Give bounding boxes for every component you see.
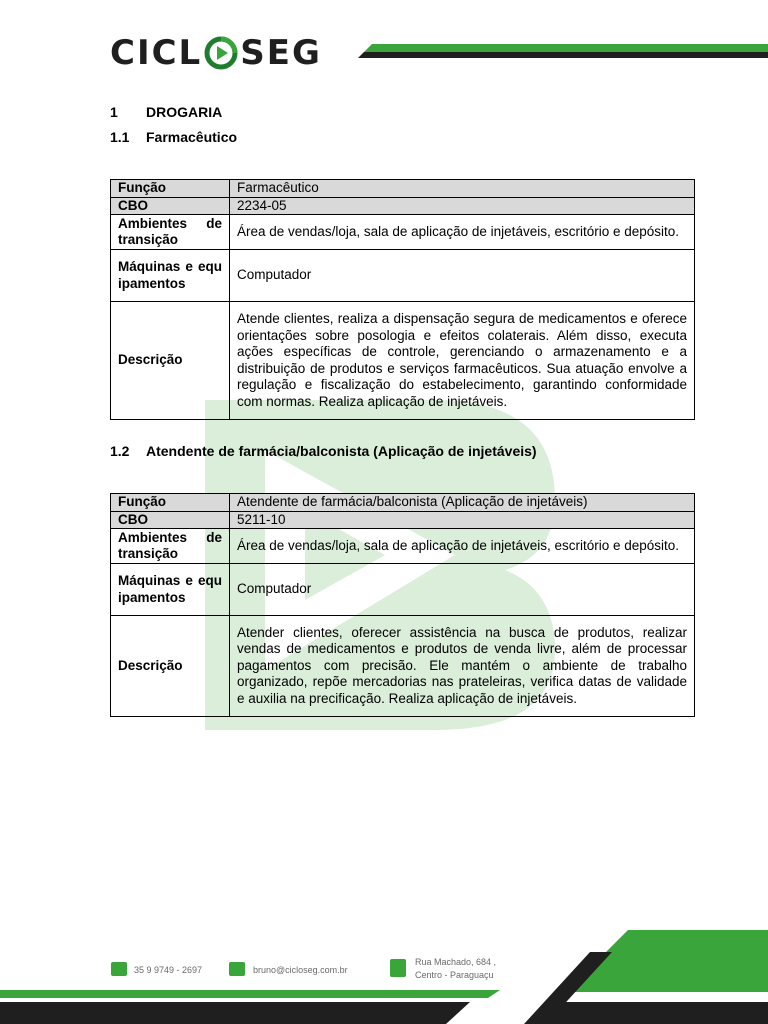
brand-text-right: SEG (240, 33, 322, 73)
row-label: Máquinas e equipamentos (111, 564, 230, 616)
row-label: Descrição (111, 302, 230, 420)
table-row (111, 215, 695, 250)
footer-address-line-2: Centro - Paraguaçu (415, 970, 494, 980)
row-value: 5211-10 (230, 511, 695, 529)
row-value: Computador (230, 250, 695, 302)
envelope-icon (229, 962, 245, 976)
subsection-heading (110, 128, 237, 146)
row-value: Atender clientes, oferecer assistência na busca de produtos, realizar vendas de medicamentos e produtos de venda livre, além de processar pagamentos com precisão. Ele mantém o ambiente de trabalho organizado, repõe mercadorias nas prateleiras, verifica datas de validade e auxilia na precificação. Realiza aplicação de injetáveis. (230, 616, 695, 717)
subsection-heading (110, 442, 537, 460)
row-label: Ambientes de transição (111, 529, 230, 564)
footer-stripes (0, 930, 768, 1024)
row-label: CBO (111, 511, 230, 529)
row-label: Função (111, 180, 230, 198)
phone-icon (111, 962, 127, 976)
table-row (111, 494, 695, 512)
row-label: Função (111, 494, 230, 512)
subsection-number: 1.1 (110, 129, 130, 145)
table-row (111, 302, 695, 420)
brand-logo (110, 33, 322, 73)
table-row (111, 511, 695, 529)
job-table-farmaceutico (110, 179, 695, 420)
brand-text-left: CICL (110, 33, 203, 73)
table-row (111, 616, 695, 717)
row-label: Ambientes de transição (111, 215, 230, 250)
subsection-title: Atendente de farmácia/balconista (Aplicação de injetáveis) (146, 443, 537, 459)
section-number: 1 (110, 104, 118, 120)
table-row (111, 180, 695, 198)
table-row (111, 197, 695, 215)
row-value: Área de vendas/loja, sala de aplicação de injetáveis, escritório e depósito. (230, 215, 695, 250)
section-heading (110, 103, 222, 121)
footer-address-line-1: Rua Machado, 684 , (415, 957, 497, 967)
subsection-number: 1.2 (110, 443, 130, 459)
cycle-logo-icon (204, 36, 238, 70)
header-stripe (358, 44, 768, 60)
table-row (111, 564, 695, 616)
footer-phone: 35 9 9749 - 2697 (134, 965, 203, 975)
row-label: Máquinas e equipamentos (111, 250, 230, 302)
subsection-title: Farmacêutico (146, 129, 238, 145)
row-value: Computador (230, 564, 695, 616)
row-label: CBO (111, 197, 230, 215)
row-value: 2234-05 (230, 197, 695, 215)
job-table-atendente (110, 493, 695, 717)
table-row (111, 529, 695, 564)
map-pin-icon (390, 959, 406, 977)
row-value: Área de vendas/loja, sala de aplicação de injetáveis, escritório e depósito. (230, 529, 695, 564)
table-row (111, 250, 695, 302)
section-title: DROGARIA (146, 104, 223, 120)
row-value: Farmacêutico (230, 180, 695, 198)
row-value: Atende clientes, realiza a dispensação segura de medicamentos e oferece orientações sobre posologia e efeitos colaterais. Além disso, executa ações específicas de controle, gerenciando o armazenamento e a distribuição de produtos e serviços farmacêuticos. Sua atuação envolve a regulação e fiscalização do estabelecimento, garantindo conformidade com normas. Realiza aplicação de injetáveis. (230, 302, 695, 420)
footer-email: bruno@cicloseg.com.br (253, 965, 348, 975)
row-label: Descrição (111, 616, 230, 717)
row-value: Atendente de farmácia/balconista (Aplicação de injetáveis) (230, 494, 695, 512)
